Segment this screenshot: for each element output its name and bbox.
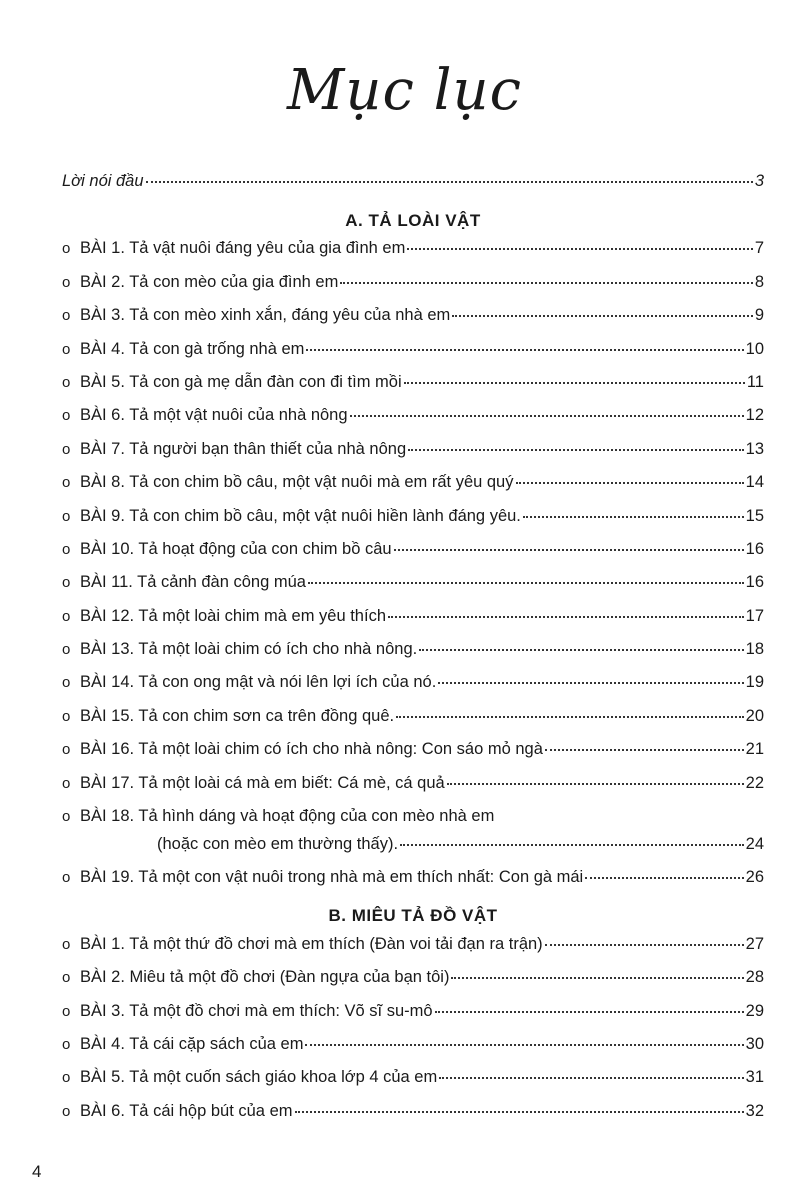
bullet-circle-icon: o — [62, 641, 71, 659]
toc-entry-page: 32 — [745, 1101, 764, 1120]
toc-entry-label: BÀI 18. Tả hình dáng và hoạt động của con mèo nhà em — [80, 807, 495, 826]
bullet-circle-icon: o — [62, 273, 71, 291]
dot-leader — [394, 547, 744, 551]
toc-entry[interactable] — [62, 273, 764, 306]
toc-entry-page: 9 — [754, 306, 764, 325]
toc-entry-label: BÀI 17. Tả một loài cá mà em biết: Cá mè, cá quả — [80, 773, 445, 792]
toc-entry-page: 21 — [745, 740, 764, 759]
toc-entry[interactable] — [62, 607, 764, 640]
toc-entry[interactable] — [62, 406, 764, 439]
toc-entry-page: 10 — [745, 339, 764, 358]
toc-entry-page: 19 — [745, 673, 764, 692]
bullet-circle-icon: o — [62, 1102, 71, 1120]
dot-leader — [308, 580, 744, 584]
dot-leader — [306, 347, 743, 351]
toc-entry[interactable] — [62, 540, 764, 573]
toc-entry-page: 24 — [745, 835, 764, 854]
toc-entry-page: 31 — [745, 1068, 764, 1087]
bullet-circle-icon: o — [62, 1069, 71, 1087]
dot-leader — [585, 875, 743, 879]
toc-entry[interactable] — [62, 373, 764, 406]
toc-entry-label: BÀI 2. Miêu tả một đồ chơi (Đàn ngựa của bạn tôi) — [80, 968, 450, 987]
toc-entry[interactable] — [62, 440, 764, 473]
dot-leader — [408, 447, 744, 451]
toc-entry[interactable] — [62, 807, 764, 868]
bullet-circle-icon: o — [62, 407, 71, 425]
dot-leader — [516, 480, 744, 484]
toc-entry-label: BÀI 4. Tả cái cặp sách của em — [80, 1034, 304, 1053]
toc-entry-label: BÀI 9. Tả con chim bồ câu, một vật nuôi hiền lành đáng yêu. — [80, 506, 521, 525]
bullet-circle-icon: o — [62, 674, 71, 692]
dot-leader — [523, 514, 744, 518]
toc-entry[interactable] — [62, 507, 764, 540]
bullet-circle-icon: o — [62, 869, 71, 887]
dot-leader — [451, 975, 743, 979]
bullet-circle-icon: o — [62, 774, 71, 792]
toc-entry[interactable] — [62, 673, 764, 706]
toc-entry[interactable] — [62, 640, 764, 673]
section-heading-b: B. MIÊU TẢ ĐỒ VẬT — [328, 906, 498, 926]
toc-entry-page: 20 — [745, 706, 764, 725]
dot-leader — [447, 781, 744, 785]
toc-entry-label: BÀI 6. Tả một vật nuôi của nhà nông — [80, 406, 348, 425]
toc-entry-label: BÀI 13. Tả một loài chim có ích cho nhà nông. — [80, 640, 418, 659]
toc-entry[interactable] — [62, 774, 764, 807]
dot-leader — [545, 942, 744, 946]
bullet-circle-icon: o — [62, 707, 71, 725]
toc-entry-label: BÀI 3. Tả một đồ chơi mà em thích: Võ sĩ su-mô — [80, 1001, 433, 1020]
toc-entry-label: BÀI 15. Tả con chim sơn ca trên đồng quê. — [80, 706, 395, 725]
toc-entry-page: 7 — [754, 239, 764, 258]
toc-entry-label: BÀI 2. Tả con mèo của gia đình em — [80, 272, 339, 291]
dot-leader — [146, 179, 753, 183]
section-heading-a: A. TẢ LOÀI VẬT — [345, 211, 481, 230]
toc-entry-page: 8 — [754, 272, 764, 291]
bullet-circle-icon: o — [62, 440, 71, 458]
bullet-circle-icon: o — [62, 507, 71, 525]
bullet-circle-icon: o — [62, 474, 71, 492]
dot-leader — [305, 1042, 743, 1046]
toc-entry[interactable] — [62, 1002, 764, 1035]
bullet-circle-icon: o — [62, 574, 71, 592]
table-of-contents — [62, 172, 764, 1135]
bullet-circle-icon: o — [62, 540, 71, 558]
toc-entry-page: 22 — [745, 773, 764, 792]
toc-entry-label: BÀI 10. Tả hoạt động của con chim bồ câu — [80, 539, 392, 558]
toc-entry[interactable] — [62, 868, 764, 901]
toc-entry[interactable] — [62, 935, 764, 968]
dot-leader — [439, 1075, 743, 1079]
toc-entry-page: 16 — [745, 573, 764, 592]
bullet-circle-icon: o — [62, 741, 71, 759]
bullet-circle-icon: o — [62, 373, 71, 391]
toc-entry-page: 18 — [745, 640, 764, 659]
toc-entry-label: BÀI 6. Tả cái hộp bút của em — [80, 1101, 293, 1120]
toc-entry-label: BÀI 12. Tả một loài chim mà em yêu thích — [80, 606, 386, 625]
dot-leader — [295, 1109, 744, 1113]
toc-entry-page: 30 — [745, 1034, 764, 1053]
toc-entry[interactable] — [62, 473, 764, 506]
toc-entry[interactable] — [62, 1102, 764, 1135]
toc-entry[interactable] — [62, 1068, 764, 1101]
toc-entry-page: 27 — [745, 934, 764, 953]
toc-entry-label: BÀI 16. Tả một loài chim có ích cho nhà nông: Con sáo mỏ ngà — [80, 740, 543, 759]
toc-entry-page: 28 — [745, 968, 764, 987]
bullet-circle-icon: o — [62, 307, 71, 325]
toc-entry-label: BÀI 14. Tả con ong mật và nói lên lợi ích của nó. — [80, 673, 437, 692]
dot-leader — [340, 280, 752, 284]
toc-entry-label: BÀI 11. Tả cảnh đàn công múa — [80, 573, 306, 592]
toc-entry[interactable] — [62, 239, 764, 272]
bullet-circle-icon: o — [62, 935, 71, 953]
toc-entry[interactable] — [62, 1035, 764, 1068]
toc-entry-label-continued: (hoặc con mèo em thường thấy). — [157, 835, 399, 854]
toc-entry[interactable] — [62, 740, 764, 773]
bullet-circle-icon: o — [62, 1002, 71, 1020]
dot-leader — [350, 413, 744, 417]
toc-entry-label: BÀI 8. Tả con chim bồ câu, một vật nuôi mà em rất yêu quý — [80, 473, 514, 492]
toc-entry-label: BÀI 1. Tả một thứ đồ chơi mà em thích (Đàn voi tải đạn ra trận) — [80, 934, 543, 953]
toc-entry-label: BÀI 3. Tả con mèo xinh xắn, đáng yêu của nhà em — [80, 306, 451, 325]
dot-leader — [400, 842, 744, 846]
dot-leader — [438, 680, 743, 684]
toc-entry[interactable] — [62, 707, 764, 740]
toc-entry-page: 14 — [745, 473, 764, 492]
toc-entry-label: Lời nói đầu — [62, 172, 144, 190]
page-title: Mục lục — [287, 58, 522, 123]
dot-leader — [396, 714, 744, 718]
toc-entry[interactable] — [62, 306, 764, 339]
dot-leader — [407, 246, 752, 250]
toc-entry-page: 26 — [745, 868, 764, 887]
bullet-circle-icon: o — [62, 340, 71, 358]
dot-leader — [452, 313, 753, 317]
dot-leader — [435, 1009, 744, 1013]
toc-entry-intro[interactable] — [62, 172, 764, 206]
toc-entry-page: 12 — [745, 406, 764, 425]
toc-entry-label: BÀI 5. Tả một cuốn sách giáo khoa lớp 4 của em — [80, 1068, 438, 1087]
bullet-circle-icon: o — [62, 607, 71, 625]
toc-entry-page: 17 — [745, 606, 764, 625]
bullet-circle-icon: o — [62, 808, 71, 826]
toc-entry[interactable] — [62, 340, 764, 373]
toc-entry-label: BÀI 7. Tả người bạn thân thiết của nhà nông — [80, 439, 407, 458]
toc-entry-label: BÀI 1. Tả vật nuôi đáng yêu của gia đình em — [80, 239, 406, 258]
toc-entry-page: 3 — [754, 172, 764, 190]
toc-entry-page: 29 — [745, 1001, 764, 1020]
toc-entry-label: BÀI 19. Tả một con vật nuôi trong nhà mà em thích nhất: Con gà mái — [80, 868, 584, 887]
toc-entry-label: BÀI 5. Tả con gà mẹ dẫn đàn con đi tìm mồi — [80, 372, 402, 391]
toc-entry-page: 15 — [745, 506, 764, 525]
toc-entry-page: 11 — [746, 372, 764, 391]
dot-leader — [404, 380, 745, 384]
toc-entry-page: 16 — [745, 539, 764, 558]
page-number: 4 — [32, 1162, 42, 1181]
bullet-circle-icon: o — [62, 1035, 71, 1053]
dot-leader — [419, 647, 743, 651]
toc-entry-label: BÀI 4. Tả con gà trống nhà em — [80, 339, 305, 358]
toc-entry-page: 13 — [745, 439, 764, 458]
dot-leader — [545, 747, 744, 751]
toc-entry[interactable] — [62, 968, 764, 1001]
toc-entry[interactable] — [62, 573, 764, 606]
dot-leader — [388, 614, 744, 618]
bullet-circle-icon: o — [62, 969, 71, 987]
bullet-circle-icon: o — [62, 240, 71, 258]
